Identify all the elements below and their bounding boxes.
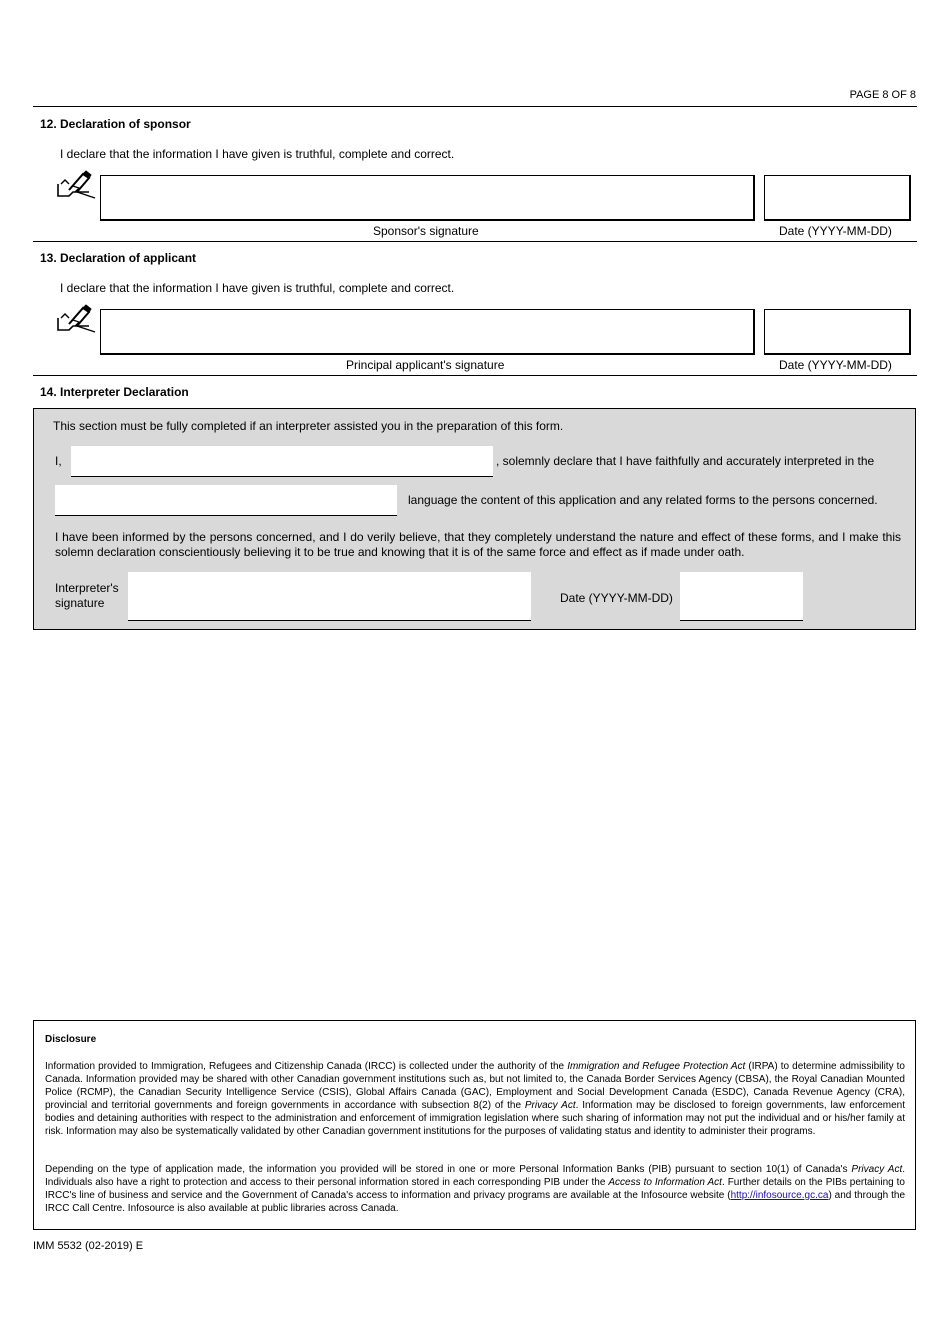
interpreter-signature-field[interactable]	[128, 572, 531, 621]
page-indicator: PAGE 8 OF 8	[849, 89, 916, 101]
divider	[33, 106, 917, 107]
disclosure-paragraph-2: Depending on the type of application made, the information you provided will be stored in one or more Personal Information Banks (PIB) pursuant to section 10(1) of Canada's Privacy Act. Individuals also have a right to protection and access to their personal information stored in each corresponding PIB under the Access to Information Act. Further details on the PIBs pertaining to IRCC's line of business and service and the Government of Canada's access to information and privacy programs are available at the Infosource website (http://infosource.gc.ca) and through the IRCC Call Centre. Infosource is also available at public libraries across Canada.	[45, 1164, 906, 1214]
interpreter-name-field[interactable]	[71, 446, 493, 477]
disclosure-title: Disclosure	[45, 1034, 97, 1045]
interpreter-i-label: I,	[55, 454, 62, 468]
signature-pen-icon	[55, 304, 99, 336]
sponsor-signature-field[interactable]	[100, 175, 755, 221]
applicant-date-field[interactable]	[764, 309, 911, 355]
interpreter-signature-label-line1: Interpreter's	[55, 581, 119, 595]
sponsor-signature-label: Sponsor's signature	[373, 224, 479, 238]
sponsor-declaration-text: I declare that the information I have given is truthful, complete and correct.	[60, 147, 455, 161]
interpreter-signature-label-line2: signature	[55, 596, 105, 610]
sponsor-date-field[interactable]	[764, 175, 911, 221]
disclosure-box	[33, 1020, 916, 1230]
signature-pen-icon	[55, 170, 99, 202]
applicant-signature-field[interactable]	[100, 309, 755, 355]
interpreter-date-label: Date (YYYY-MM-DD)	[560, 591, 673, 605]
applicant-date-label: Date (YYYY-MM-DD)	[779, 358, 892, 372]
disclosure-paragraph-1: Information provided to Immigration, Refugees and Citizenship Canada (IRCC) is collected under the authority of the Immigration and Refugee Protection Act (IRPA) to determine admissibility to Canada. Information provided may be shared with other Canadian government institutions such as, but not limited to, the Canada Border Services Agency (CBSA), the Royal Canadian Mounted Police (RCMP), the Canadian Security Intelligence Service (CSIS), Global Affairs Canada (GAC), Employment and Social Development Canada (ESDC), Canada Revenue Agency (CRA), provincial and territorial governments and foreign governments in accordance with subsection 8(2) of the Privacy Act. Information may be disclosed to foreign governments, law enforcement bodies and detaining authorities with respect to the administration and enforcement of immigration legislation where such sharing of information may not put the individual and or his/her family at risk. Information may also be systematically validated by other Canadian government institutions for the purposes of validating status and identity to administer their programs.	[45, 1061, 905, 1137]
section-title-interpreter: 14. Interpreter Declaration	[40, 385, 189, 399]
interpreter-declaration-panel	[33, 408, 916, 630]
interpreter-language-field[interactable]	[55, 485, 397, 516]
divider	[33, 375, 917, 376]
interpreter-language-text: language the content of this application and any related forms to the persons concerned.	[408, 493, 878, 507]
section-title-sponsor: 12. Declaration of sponsor	[40, 117, 191, 131]
form-number: IMM 5532 (02-2019) E	[33, 1240, 144, 1252]
interpreter-solemnly-text: , solemnly declare that I have faithfully and accurately interpreted in the	[496, 454, 875, 468]
section-title-applicant: 13. Declaration of applicant	[40, 251, 197, 265]
sponsor-date-label: Date (YYYY-MM-DD)	[779, 224, 892, 238]
applicant-signature-label: Principal applicant's signature	[346, 358, 505, 372]
divider	[33, 241, 917, 242]
interpreter-informed-text: I have been informed by the persons concerned, and I do verily believe, that they completely understand the nature and effect of these forms, and I make this solemn declaration conscientiously believing it to be true and knowing that it is of the same force and effect as if made under oath.	[55, 530, 901, 559]
infosource-link[interactable]: http://infosource.gc.ca	[730, 1190, 829, 1201]
interpreter-date-field[interactable]	[680, 572, 803, 621]
interpreter-intro-text: This section must be fully completed if an interpreter assisted you in the preparation of this form.	[53, 419, 564, 433]
applicant-declaration-text: I declare that the information I have given is truthful, complete and correct.	[60, 281, 455, 295]
